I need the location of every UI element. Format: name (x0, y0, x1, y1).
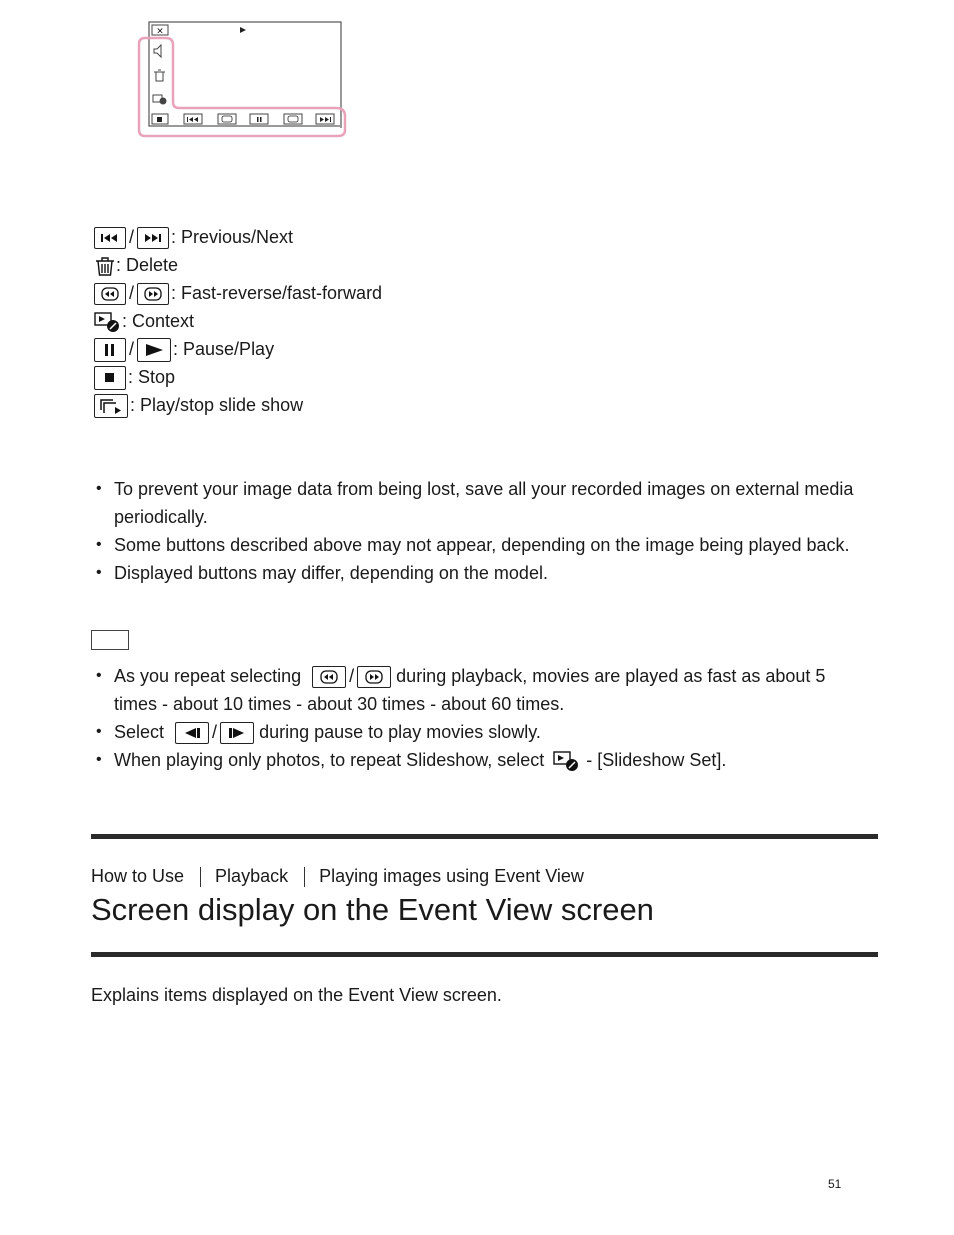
playback-screen-illustration (136, 18, 350, 142)
page-number: 51 (828, 1177, 842, 1191)
fast-forward-icon (357, 666, 391, 688)
slideshow-icon (94, 394, 128, 418)
hint-badge (91, 630, 129, 650)
note-item: • Displayed buttons may differ, depending on the model. (96, 559, 876, 587)
slow-reverse-icon (175, 722, 209, 744)
hint-item: • When playing only photos, to repeat Slideshow, select - [Slideshow Set]. (96, 746, 876, 774)
svg-text:×: × (156, 26, 164, 37)
page-title: Screen display on the Event View screen (91, 892, 654, 927)
breadcrumb-separator (304, 867, 305, 887)
breadcrumb-item-event-view[interactable]: Playing images using Event View (319, 866, 584, 886)
legend-row-stop: : Stop (94, 366, 175, 390)
next-icon (137, 227, 169, 249)
legend-row-slideshow: : Play/stop slide show (94, 394, 303, 418)
delete-icon (94, 255, 116, 277)
stop-icon (94, 366, 126, 390)
top-rule (91, 834, 878, 839)
hints-list (96, 662, 876, 774)
previous-icon (94, 227, 126, 249)
legend-row-delete: : Delete (94, 254, 178, 277)
context-icon (94, 310, 122, 334)
breadcrumb-separator (200, 867, 201, 887)
breadcrumb-item-how-to-use[interactable]: How to Use (91, 866, 185, 886)
pause-icon (94, 338, 126, 362)
note-item: • Some buttons described above may not appear, depending on the image being played back. (96, 531, 876, 559)
fast-reverse-icon (94, 283, 126, 305)
bottom-rule (91, 952, 878, 957)
legend-row-pause-play: / : Pause/Play (94, 338, 274, 362)
play-icon (137, 338, 171, 362)
fast-forward-icon (137, 283, 169, 305)
breadcrumb-item-playback[interactable]: Playback (215, 866, 289, 886)
context-icon (553, 749, 581, 773)
note-item: • To prevent your image data from being lost, save all your recorded images on external media periodically. (96, 475, 876, 531)
slow-forward-icon (220, 722, 254, 744)
legend-row-fast-reverse-forward: / : Fast-reverse/fast-forward (94, 282, 382, 305)
breadcrumb (91, 864, 584, 888)
notes-list (96, 475, 876, 587)
hint-item: • As you repeat selecting / during playback, movies are played as fast as about 5 times - about 10 times - about 30 times - about 60 times. (96, 662, 876, 718)
fast-reverse-icon (312, 666, 346, 688)
intro-text: Explains items displayed on the Event View screen. (91, 985, 502, 1005)
legend-row-context: : Context (94, 310, 194, 334)
legend-row-previous-next: / : Previous/Next (94, 226, 293, 249)
hint-item: • Select / during pause to play movies slowly. (96, 718, 876, 746)
